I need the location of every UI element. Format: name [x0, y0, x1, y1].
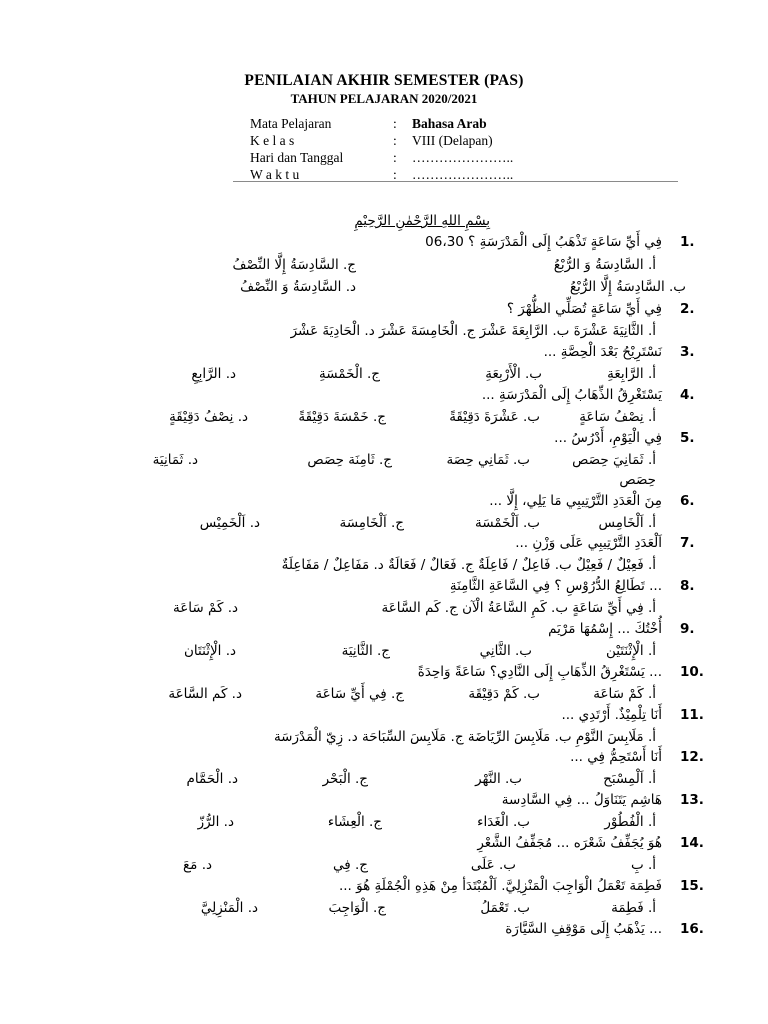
question-number: 16.: [680, 921, 704, 937]
option-d[interactable]: د. كَم السَّاعَة: [168, 686, 242, 702]
question-4: [0, 387, 768, 409]
question-text: فِي أَيِّ سَاعَةٍ تُصَلِّي الظُّهْرَ ؟: [506, 301, 662, 317]
question-12: [0, 749, 768, 771]
question-number: 10.: [680, 664, 704, 680]
option-d[interactable]: د. الرُّزّ: [197, 814, 234, 830]
info-label: Mata Pelajaran: [250, 116, 332, 131]
option-c[interactable]: ج. فِي أَيِّ سَاعَة: [315, 686, 404, 702]
basmala-line: [0, 213, 768, 235]
question-text: ... تَطَالِعُ الدُّرُوْسِ ؟ فِي السَّاعَةِ الثَّامِنَةِ: [449, 578, 662, 594]
question-10-options: [0, 686, 768, 708]
option-a-continuation: حِصَص: [619, 472, 656, 488]
question-text: ... يَسْتَغْرِقُ الذِّهَابِ إِلَى النَّادِي؟ سَاعَةً وَاحِدَةً: [417, 664, 662, 680]
question-text: مِنَ الْعَدَدِ التَّرْتِيبِي مَا يَلِي، إِلَّا ...: [489, 493, 662, 509]
option-d[interactable]: د. كَمْ سَاعَة: [172, 600, 238, 616]
info-colon: :: [393, 133, 397, 148]
info-value: …………………..: [412, 150, 514, 165]
option-a[interactable]: أ. السَّادِسَةُ وَ الرُّبْعُ: [553, 257, 656, 273]
info-label: Hari dan Tanggal: [250, 150, 344, 165]
option-b[interactable]: ب. ثَمَانِي حِصَة: [446, 452, 530, 468]
option-a[interactable]: أ. الْإِثْنَتَيْن: [605, 643, 656, 659]
question-5-options: [0, 452, 768, 474]
question-1: [0, 234, 768, 256]
option-c[interactable]: ج. الْعِشَاء: [327, 814, 382, 830]
info-colon: :: [393, 116, 397, 131]
info-value: …………………..: [412, 167, 514, 182]
question-text: هَاشِم يَتَنَاوَلُ ... فِي السَّادِسة: [501, 792, 662, 808]
option-c[interactable]: ج. خَمْسَةَ دَقِيْقَةً: [298, 409, 386, 425]
question-10: [0, 664, 768, 686]
question-number: 7.: [680, 535, 695, 551]
option-a[interactable]: أ. كَمْ سَاعَة: [593, 686, 656, 702]
option-d[interactable]: د. الْإِثْنَتَان: [184, 643, 236, 659]
question-6-options: [0, 515, 768, 537]
option-b[interactable]: ب. كَمْ دَقِيْقَة: [468, 686, 540, 702]
question-9: [0, 621, 768, 643]
header-divider: [233, 181, 678, 182]
question-text: نَسْتَرِيْحُ بَعْدَ الْحِصَّةِ ...: [543, 344, 662, 360]
option-b[interactable]: ب. الْأَرْبِعَةِ: [485, 366, 542, 382]
option-a[interactable]: أ. فَطِمَة: [611, 900, 656, 916]
question-number: 2.: [680, 301, 695, 317]
question-number: 9.: [680, 621, 695, 637]
question-2-options: [0, 323, 768, 345]
info-label: W a k t u: [250, 167, 300, 182]
question-number: 1.: [680, 234, 695, 250]
question-number: 8.: [680, 578, 695, 594]
option-d[interactable]: د. ثَمَانِيَة: [152, 452, 198, 468]
question-6: [0, 493, 768, 515]
question-3-options: [0, 366, 768, 388]
option-a[interactable]: أ. بِ: [630, 857, 656, 873]
option-a[interactable]: أ. نِصْفُ سَاعَةٍ: [579, 409, 656, 425]
question-13: [0, 792, 768, 814]
option-b[interactable]: ب. الثَّانِي: [479, 643, 532, 659]
basmala: بِسْمِ اللهِ الرَّحْمٰنِ الرَّحِيْمِ: [354, 213, 490, 229]
exam-header: [0, 72, 768, 107]
question-7-options: [0, 557, 768, 579]
option-d[interactable]: د. الْمَنْزِلِيَّ: [200, 900, 258, 916]
option-a[interactable]: أ. الْفُطُوْر: [604, 814, 656, 830]
option-a[interactable]: أ. اَلْخَامِس: [598, 515, 656, 531]
option-c[interactable]: ج. السَّادِسَةُ إِلَّا النِّصْفُ: [232, 257, 356, 273]
question-text: يَسْتَغْرِقُ الذِّهَابُ إِلَى الْمَدْرَسَةِ ...: [481, 387, 662, 403]
question-number: 3.: [680, 344, 695, 360]
option-c[interactable]: ج. الْبَحْر: [322, 771, 368, 787]
option-list[interactable]: أ. فَعِيْلٌ / فَعِيْلٌ ب. فَاعِلٌ / فَاعِلَةٌ ج. فَعَالٌ / فَعَالَةٌ د. مَفَاعِلٌ / مَفَاعِلَةٌ: [281, 557, 656, 573]
option-a[interactable]: أ. اَلْمِسْبَح: [603, 771, 656, 787]
info-colon: :: [393, 167, 397, 182]
option-d[interactable]: د. مَعَ: [182, 857, 212, 873]
option-list[interactable]: أ. مَلَابِسَ النَّوْمِ ب. مَلَابِسَ الرِّيَاضَة ج. مَلَابِسَ السِّبَاحَة د. زِيّ الْمَدْرَسَة: [273, 729, 656, 745]
question-7: [0, 535, 768, 557]
question-2: [0, 301, 768, 323]
option-d[interactable]: د. اَلْخَمِيْس: [199, 515, 260, 531]
question-9-options: [0, 643, 768, 665]
question-text: فِي أَيِّ سَاعَةٍ تَذْهَبُ إِلَى الْمَدْرَسَةِ ؟ 06،30: [425, 234, 662, 250]
question-5: [0, 430, 768, 452]
question-text: أَنَا تِلْمِيْذٌ. أَرْتَدِي ...: [561, 707, 662, 723]
question-13-options: [0, 814, 768, 836]
option-c[interactable]: ج. فِي: [332, 857, 368, 873]
option-a[interactable]: أ. ثَمَانِيَ حِصَص: [572, 452, 656, 468]
info-colon: :: [393, 150, 397, 165]
question-16: [0, 921, 768, 943]
option-list[interactable]: أ. الثَّانِيَةَ عَشْرَةَ ب. الرَّابِعَةَ عَشْرَ ج. الْخَامِسَةَ عَشْرَ د. الْحَادِيَةَ عَشْرَ: [290, 323, 656, 339]
option-d[interactable]: د. السَّادِسَةُ وَ النِّصْفُ: [240, 279, 356, 295]
option-c[interactable]: ج. اَلْخَامِسَة: [339, 515, 404, 531]
option-b[interactable]: ب. تَعْمَلُ: [480, 900, 530, 916]
question-text: هُوَ يُجَفِّفُ شَعْرَه ... مُجَفِّفُ الشَّعْرِ: [477, 835, 662, 851]
option-d[interactable]: د. الرَّابِعِ: [191, 366, 236, 382]
question-1-options-row2: [0, 279, 768, 301]
question-number: 5.: [680, 430, 695, 446]
question-number: 11.: [680, 707, 704, 723]
option-a-b-c[interactable]: أ. فِي أَيِّ سَاعَةٍ ب. كَمِ السَّاعَةُ الْآن ج. كَم السَّاعَة: [381, 600, 656, 616]
question-8: [0, 578, 768, 600]
option-b[interactable]: ب. الْغَدَاء: [477, 814, 530, 830]
question-number: 12.: [680, 749, 704, 765]
option-b[interactable]: ب. عَشْرَةَ دَقِيْقَةً: [449, 409, 540, 425]
question-15-options: [0, 900, 768, 922]
option-a[interactable]: أ. الرَّابِعَةِ: [607, 366, 656, 382]
exam-subtitle: TAHUN PELAJARAN 2020/2021: [290, 91, 478, 106]
question-11: [0, 707, 768, 729]
info-label: K e l a s: [250, 133, 295, 148]
question-text: فَطِمَة تَعْمَلُ الْوَاجِبَ الْمَنْزِلِيَّ. اَلْمُبْتَدَأ مِنْ هَذِهِ الْجُمْلَةِ هُوَ ...: [338, 878, 662, 894]
option-c[interactable]: ج. ثَامِنَة حِصَص: [307, 452, 392, 468]
question-text: أُخْتُكَ ... إِسْمُهَا مَرْيَم: [548, 621, 662, 637]
question-4-options: [0, 409, 768, 431]
question-3: [0, 344, 768, 366]
question-14: [0, 835, 768, 857]
question-14-options: [0, 857, 768, 879]
question-15: [0, 878, 768, 900]
option-d[interactable]: د. الْحَمَّام: [186, 771, 238, 787]
info-value: Bahasa Arab: [412, 116, 487, 131]
question-text: اَلْعَدَدِ التَّرْتِيبِي عَلَى وَزْنِ ...: [515, 535, 662, 551]
info-value: VIII (Delapan): [412, 133, 493, 148]
exam-title: PENILAIAN AKHIR SEMESTER (PAS): [244, 72, 524, 89]
question-12-options: [0, 771, 768, 793]
option-b[interactable]: ب. النَّهْر: [475, 771, 522, 787]
question-text: فِي الْيَوْمِ، أَدْرُسُ ...: [554, 430, 662, 446]
option-c[interactable]: ج. الْوَاجِبَ: [328, 900, 386, 916]
option-c[interactable]: ج. الْخَمْسَةِ: [319, 366, 380, 382]
question-number: 4.: [680, 387, 695, 403]
question-1-options-row1: [0, 257, 768, 279]
option-b[interactable]: ب. السَّادِسَةُ إِلَّا الرُّبْعُ: [569, 279, 686, 295]
option-b[interactable]: ب. عَلَى: [470, 857, 516, 873]
question-11-options: [0, 729, 768, 751]
question-5-options-cont: [0, 472, 768, 494]
option-c[interactable]: ج. الثَّانِيَة: [341, 643, 390, 659]
option-b[interactable]: ب. اَلْخَمْسَة: [475, 515, 540, 531]
question-text: أَنَا أَسْتَحِمُّ فِي ...: [570, 749, 662, 765]
option-d[interactable]: د. نِصْفُ دَقِيْقَةٍ: [169, 409, 248, 425]
question-number: 15.: [680, 878, 704, 894]
question-number: 14.: [680, 835, 704, 851]
question-number: 6.: [680, 493, 695, 509]
question-8-options: [0, 600, 768, 622]
question-number: 13.: [680, 792, 704, 808]
question-text: ... يَذْهَبُ إِلَى مَوْقِفِ السَّيَّارَة: [505, 921, 662, 937]
